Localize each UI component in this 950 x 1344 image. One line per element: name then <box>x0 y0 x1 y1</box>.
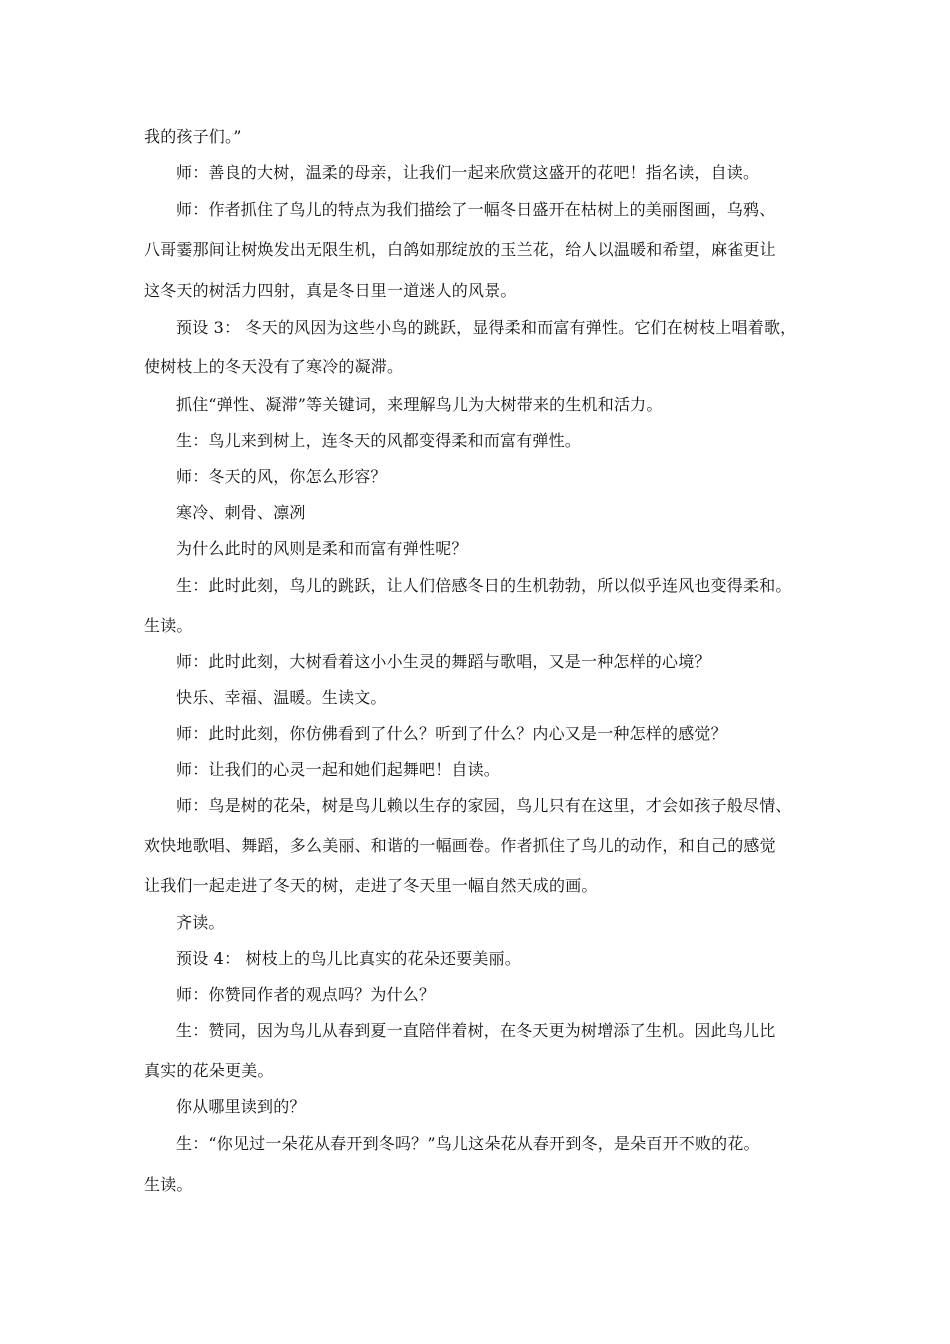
text-line: 师：此时此刻，大树看着这小小生灵的舞蹈与歌唱，又是一种怎样的心境？ <box>176 652 711 671</box>
text-line: 生读。 <box>144 1175 193 1194</box>
text-line: 抓住“弹性、凝滞”等关键词，来理解鸟儿为大树带来的生机和活力。 <box>176 395 663 414</box>
text-line: 齐读。 <box>176 913 225 932</box>
text-line: 你从哪里读到的？ <box>176 1097 306 1116</box>
text-line: 预设 4： 树枝上的鸟儿比真实的花朵还要美丽。 <box>176 949 521 968</box>
text-line: 生：此时此刻，鸟儿的跳跃，让人们倍感冬日的生机勃勃，所以似乎连风也变得柔和。 <box>176 576 792 595</box>
text-line: 生：“你见过一朵花从春开到冬吗？”鸟儿这朵花从春开到冬，是朵百开不败的花。 <box>176 1134 760 1153</box>
text-line: 寒冷、刺骨、凛冽 <box>176 503 306 522</box>
text-line: 生读。 <box>144 616 193 635</box>
text-line: 预设 3： 冬天的风因为这些小鸟的跳跃，显得柔和而富有弹性。它们在树枝上唱着歌， <box>176 318 797 337</box>
text-line: 生：鸟儿来到树上，连冬天的风都变得柔和而富有弹性。 <box>176 431 582 450</box>
text-line: 生：赞同，因为鸟儿从春到夏一直陪伴着树，在冬天更为树增添了生机。因此鸟儿比 <box>176 1021 776 1040</box>
text-line: 快乐、幸福、温暖。生读文。 <box>176 688 387 707</box>
text-line: 欢快地歌唱、舞蹈，多么美丽、和谐的一幅画卷。作者抓住了鸟儿的动作，和自己的感觉 <box>144 836 776 855</box>
text-line: 八哥霎那间让树焕发出无限生机，白鸽如那绽放的玉兰花，给人以温暖和希望，麻雀更让 <box>144 240 776 259</box>
text-line: 师：你赞同作者的观点吗？为什么？ <box>176 985 436 1004</box>
text-line: 师：作者抓住了鸟儿的特点为我们描绘了一幅冬日盛开在枯树上的美丽图画，乌鸦、 <box>176 200 776 219</box>
text-line: 师：善良的大树，温柔的母亲，让我们一起来欣赏这盛开的花吧！指名读，自读。 <box>176 163 760 182</box>
text-line: 师：此时此刻，你仿佛看到了什么？听到了什么？内心又是一种怎样的感觉？ <box>176 724 727 743</box>
text-line: 师：冬天的风，你怎么形容？ <box>176 467 387 486</box>
text-line: 使树枝上的冬天没有了寒冷的凝滞。 <box>144 357 404 376</box>
text-line: 让我们一起走进了冬天的树，走进了冬天里一幅自然天成的画。 <box>144 876 598 895</box>
text-line: 我的孩子们。” <box>144 127 242 146</box>
text-line: 这冬天的树活力四射，真是冬日里一道迷人的风景。 <box>144 281 517 300</box>
text-line: 为什么此时的风则是柔和而富有弹性呢？ <box>176 539 468 558</box>
text-line: 师：让我们的心灵一起和她们起舞吧！自读。 <box>176 760 501 779</box>
text-line: 师：鸟是树的花朵，树是鸟儿赖以生存的家园，鸟儿只有在这里，才会如孩子般尽情、 <box>176 796 792 815</box>
text-line: 真实的花朵更美。 <box>144 1061 274 1080</box>
